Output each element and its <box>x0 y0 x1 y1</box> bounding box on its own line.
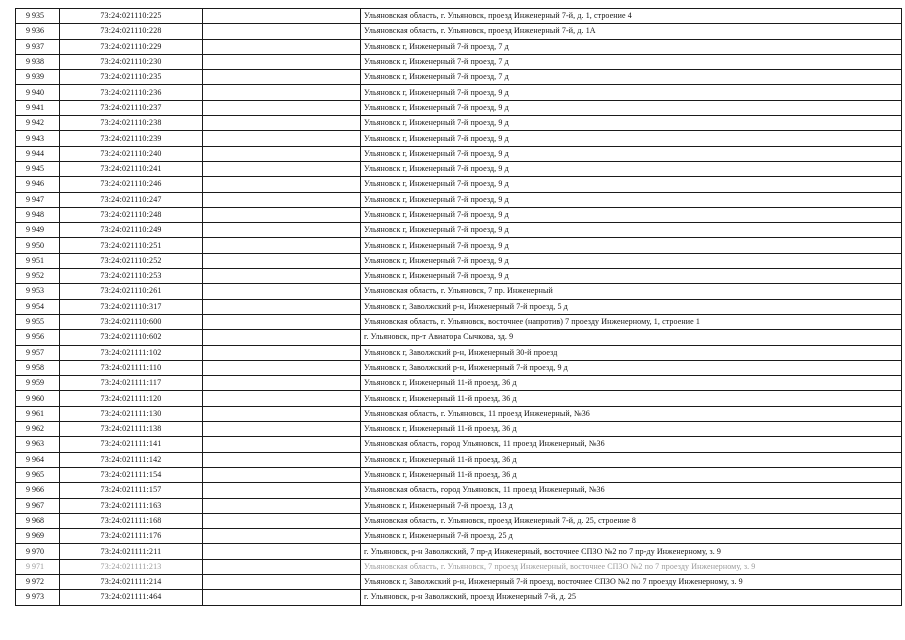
cadastral-number-cell: 73:24:021110:238 <box>60 116 203 131</box>
row-number-cell: 9 946 <box>16 177 60 192</box>
address-cell: г. Ульяновск, пр-т Авиатора Сычкова, зд. 9 <box>361 330 902 345</box>
address-cell: Ульяновск г, Инженерный 7-й проезд, 13 д <box>361 498 902 513</box>
blank-cell <box>203 269 361 284</box>
cadastral-number-cell: 73:24:021111:120 <box>60 391 203 406</box>
table-row <box>16 422 902 437</box>
address-cell: Ульяновская область, г. Ульяновск, 11 проезд Инженерный, №36 <box>361 406 902 421</box>
row-number-cell: 9 945 <box>16 161 60 176</box>
row-number-cell: 9 936 <box>16 24 60 39</box>
blank-cell <box>203 452 361 467</box>
table-row <box>16 207 902 222</box>
address-cell: Ульяновск г, Инженерный 7-й проезд, 9 д <box>361 100 902 115</box>
table-row <box>16 299 902 314</box>
cadastral-number-cell: 73:24:021110:230 <box>60 54 203 69</box>
address-cell: Ульяновск г, Инженерный 7-й проезд, 9 д <box>361 146 902 161</box>
row-number-cell: 9 971 <box>16 559 60 574</box>
cadastral-number-cell: 73:24:021110:240 <box>60 146 203 161</box>
cadastral-number-cell: 73:24:021110:249 <box>60 223 203 238</box>
table-row <box>16 360 902 375</box>
table-row <box>16 452 902 467</box>
table-row <box>16 238 902 253</box>
row-number-cell: 9 954 <box>16 299 60 314</box>
table-row <box>16 85 902 100</box>
address-cell: Ульяновская область, г. Ульяновск, восточнее (напротив) 7 проезду Инженерному, 1, строение 1 <box>361 314 902 329</box>
blank-cell <box>203 529 361 544</box>
cadastral-number-cell: 73:24:021110:235 <box>60 70 203 85</box>
cadastral-number-cell: 73:24:021111:168 <box>60 513 203 528</box>
row-number-cell: 9 959 <box>16 376 60 391</box>
blank-cell <box>203 177 361 192</box>
address-cell: Ульяновск г, Заволжский р-н, Инженерный 7-й проезд, восточнее СПЗО №2 по 7 проезду Инженерному, з. 9 <box>361 574 902 589</box>
row-number-cell: 9 949 <box>16 223 60 238</box>
blank-cell <box>203 345 361 360</box>
blank-cell <box>203 376 361 391</box>
address-cell: Ульяновск г, Инженерный 7-й проезд, 9 д <box>361 131 902 146</box>
row-number-cell: 9 939 <box>16 70 60 85</box>
cadastral-number-cell: 73:24:021110:602 <box>60 330 203 345</box>
row-number-cell: 9 955 <box>16 314 60 329</box>
cadastral-number-cell: 73:24:021111:176 <box>60 529 203 544</box>
address-cell: Ульяновск г, Инженерный 11-й проезд, 36 д <box>361 452 902 467</box>
row-number-cell: 9 962 <box>16 422 60 437</box>
cadastral-number-cell: 73:24:021110:253 <box>60 269 203 284</box>
table-row <box>16 223 902 238</box>
address-cell: Ульяновск г, Инженерный 11-й проезд, 36 д <box>361 467 902 482</box>
cadastral-number-cell: 73:24:021110:600 <box>60 314 203 329</box>
address-cell: Ульяновск г, Инженерный 7-й проезд, 9 д <box>361 223 902 238</box>
cadastral-number-cell: 73:24:021111:211 <box>60 544 203 559</box>
table-body <box>16 9 902 606</box>
table-row <box>16 100 902 115</box>
row-number-cell: 9 970 <box>16 544 60 559</box>
blank-cell <box>203 314 361 329</box>
address-cell: Ульяновск г, Инженерный 11-й проезд, 36 д <box>361 376 902 391</box>
blank-cell <box>203 146 361 161</box>
row-number-cell: 9 938 <box>16 54 60 69</box>
address-cell: Ульяновск г, Инженерный 7-й проезд, 9 д <box>361 269 902 284</box>
row-number-cell: 9 972 <box>16 574 60 589</box>
row-number-cell: 9 947 <box>16 192 60 207</box>
table-row <box>16 24 902 39</box>
blank-cell <box>203 207 361 222</box>
row-number-cell: 9 950 <box>16 238 60 253</box>
document-sheet <box>15 8 901 606</box>
row-number-cell: 9 961 <box>16 406 60 421</box>
table-row <box>16 330 902 345</box>
table-row <box>16 590 902 605</box>
table-row <box>16 116 902 131</box>
blank-cell <box>203 70 361 85</box>
address-cell: Ульяновск г, Инженерный 7-й проезд, 7 д <box>361 70 902 85</box>
row-number-cell: 9 960 <box>16 391 60 406</box>
blank-cell <box>203 330 361 345</box>
blank-cell <box>203 299 361 314</box>
address-cell: Ульяновская область, г. Ульяновск, проезд Инженерный 7-й, д. 25, строение 8 <box>361 513 902 528</box>
table-row <box>16 391 902 406</box>
blank-cell <box>203 483 361 498</box>
blank-cell <box>203 24 361 39</box>
row-number-cell: 9 935 <box>16 9 60 24</box>
cadastral-number-cell: 73:24:021111:154 <box>60 467 203 482</box>
table-row <box>16 9 902 24</box>
blank-cell <box>203 9 361 24</box>
table-row <box>16 544 902 559</box>
address-cell: Ульяновск г, Инженерный 11-й проезд, 36 д <box>361 391 902 406</box>
table-row <box>16 70 902 85</box>
blank-cell <box>203 39 361 54</box>
row-number-cell: 9 968 <box>16 513 60 528</box>
table-row <box>16 131 902 146</box>
row-number-cell: 9 943 <box>16 131 60 146</box>
cadastral-number-cell: 73:24:021110:317 <box>60 299 203 314</box>
cadastral-number-cell: 73:24:021110:251 <box>60 238 203 253</box>
table-row <box>16 39 902 54</box>
table-row <box>16 177 902 192</box>
address-cell: Ульяновская область, г. Ульяновск, 7 пр. Инженерный <box>361 284 902 299</box>
table-row <box>16 483 902 498</box>
row-number-cell: 9 940 <box>16 85 60 100</box>
table-row <box>16 513 902 528</box>
row-number-cell: 9 952 <box>16 269 60 284</box>
cadastral-number-cell: 73:24:021111:214 <box>60 574 203 589</box>
address-cell: Ульяновск г, Заволжский р-н, Инженерный 7-й проезд, 5 д <box>361 299 902 314</box>
blank-cell <box>203 284 361 299</box>
address-cell: Ульяновск г, Инженерный 7-й проезд, 7 д <box>361 54 902 69</box>
blank-cell <box>203 544 361 559</box>
address-cell: г. Ульяновск, р-н Заволжский, 7 пр-д Инженерный, восточнее СПЗО №2 по 7 пр-ду Инженерному, з. 9 <box>361 544 902 559</box>
address-cell: Ульяновск г, Инженерный 7-й проезд, 9 д <box>361 207 902 222</box>
address-cell: Ульяновск г, Инженерный 11-й проезд, 36 д <box>361 422 902 437</box>
cadastral-number-cell: 73:24:021111:464 <box>60 590 203 605</box>
table-row <box>16 376 902 391</box>
row-number-cell: 9 944 <box>16 146 60 161</box>
blank-cell <box>203 192 361 207</box>
table-row <box>16 192 902 207</box>
blank-cell <box>203 498 361 513</box>
cadastral-number-cell: 73:24:021110:225 <box>60 9 203 24</box>
cadastral-number-cell: 73:24:021110:237 <box>60 100 203 115</box>
cadastral-number-cell: 73:24:021110:239 <box>60 131 203 146</box>
address-cell: Ульяновск г, Инженерный 7-й проезд, 9 д <box>361 253 902 268</box>
cadastral-number-cell: 73:24:021111:213 <box>60 559 203 574</box>
blank-cell <box>203 223 361 238</box>
table-row <box>16 559 902 574</box>
cadastral-number-cell: 73:24:021110:261 <box>60 284 203 299</box>
cadastral-number-cell: 73:24:021111:130 <box>60 406 203 421</box>
address-cell: Ульяновск г, Инженерный 7-й проезд, 25 д <box>361 529 902 544</box>
cadastral-number-cell: 73:24:021111:163 <box>60 498 203 513</box>
cadastral-number-cell: 73:24:021110:241 <box>60 161 203 176</box>
table-row <box>16 269 902 284</box>
blank-cell <box>203 437 361 452</box>
cadastral-number-cell: 73:24:021111:110 <box>60 360 203 375</box>
row-number-cell: 9 942 <box>16 116 60 131</box>
table-row <box>16 406 902 421</box>
row-number-cell: 9 969 <box>16 529 60 544</box>
address-cell: г. Ульяновск, р-н Заволжский, проезд Инженерный 7-й, д. 25 <box>361 590 902 605</box>
blank-cell <box>203 467 361 482</box>
table-row <box>16 529 902 544</box>
blank-cell <box>203 85 361 100</box>
address-cell: Ульяновск г, Заволжский р-н, Инженерный 7-й проезд, 9 д <box>361 360 902 375</box>
cadastral-number-cell: 73:24:021111:102 <box>60 345 203 360</box>
address-cell: Ульяновская область, г. Ульяновск, проезд Инженерный 7-й, д. 1А <box>361 24 902 39</box>
blank-cell <box>203 100 361 115</box>
row-number-cell: 9 953 <box>16 284 60 299</box>
cadastral-number-cell: 73:24:021110:246 <box>60 177 203 192</box>
table-row <box>16 498 902 513</box>
row-number-cell: 9 951 <box>16 253 60 268</box>
row-number-cell: 9 957 <box>16 345 60 360</box>
row-number-cell: 9 966 <box>16 483 60 498</box>
cadastral-number-cell: 73:24:021111:117 <box>60 376 203 391</box>
cadastral-number-cell: 73:24:021110:229 <box>60 39 203 54</box>
address-cell: Ульяновск г, Инженерный 7-й проезд, 9 д <box>361 85 902 100</box>
table-row <box>16 284 902 299</box>
row-number-cell: 9 964 <box>16 452 60 467</box>
cadastral-number-cell: 73:24:021110:236 <box>60 85 203 100</box>
cadastral-number-cell: 73:24:021110:252 <box>60 253 203 268</box>
blank-cell <box>203 360 361 375</box>
table-row <box>16 574 902 589</box>
address-cell: Ульяновская область, город Ульяновск, 11 проезд Инженерный, №36 <box>361 437 902 452</box>
blank-cell <box>203 161 361 176</box>
blank-cell <box>203 253 361 268</box>
cadastral-number-cell: 73:24:021111:141 <box>60 437 203 452</box>
row-number-cell: 9 973 <box>16 590 60 605</box>
address-cell: Ульяновская область, г. Ульяновск, проезд Инженерный 7-й, д. 1, строение 4 <box>361 9 902 24</box>
blank-cell <box>203 406 361 421</box>
address-cell: Ульяновск г, Инженерный 7-й проезд, 9 д <box>361 116 902 131</box>
blank-cell <box>203 574 361 589</box>
row-number-cell: 9 967 <box>16 498 60 513</box>
table-row <box>16 314 902 329</box>
blank-cell <box>203 131 361 146</box>
address-cell: Ульяновск г, Инженерный 7-й проезд, 9 д <box>361 192 902 207</box>
cadastral-table <box>15 8 902 606</box>
cadastral-number-cell: 73:24:021110:247 <box>60 192 203 207</box>
blank-cell <box>203 513 361 528</box>
table-row <box>16 161 902 176</box>
table-row <box>16 54 902 69</box>
cadastral-number-cell: 73:24:021111:138 <box>60 422 203 437</box>
row-number-cell: 9 948 <box>16 207 60 222</box>
blank-cell <box>203 54 361 69</box>
blank-cell <box>203 590 361 605</box>
row-number-cell: 9 963 <box>16 437 60 452</box>
blank-cell <box>203 116 361 131</box>
table-row <box>16 345 902 360</box>
row-number-cell: 9 965 <box>16 467 60 482</box>
address-cell: Ульяновск г, Инженерный 7-й проезд, 9 д <box>361 177 902 192</box>
address-cell: Ульяновск г, Инженерный 7-й проезд, 7 д <box>361 39 902 54</box>
address-cell: Ульяновск г, Инженерный 7-й проезд, 9 д <box>361 161 902 176</box>
row-number-cell: 9 941 <box>16 100 60 115</box>
table-row <box>16 253 902 268</box>
cadastral-number-cell: 73:24:021111:142 <box>60 452 203 467</box>
table-row <box>16 467 902 482</box>
cadastral-number-cell: 73:24:021110:228 <box>60 24 203 39</box>
blank-cell <box>203 422 361 437</box>
blank-cell <box>203 559 361 574</box>
row-number-cell: 9 937 <box>16 39 60 54</box>
address-cell: Ульяновск г, Инженерный 7-й проезд, 9 д <box>361 238 902 253</box>
row-number-cell: 9 956 <box>16 330 60 345</box>
address-cell: Ульяновск г, Заволжский р-н, Инженерный 30-й проезд <box>361 345 902 360</box>
address-cell: Ульяновская область, город Ульяновск, 11 проезд Инженерный, №36 <box>361 483 902 498</box>
cadastral-number-cell: 73:24:021110:248 <box>60 207 203 222</box>
blank-cell <box>203 391 361 406</box>
cadastral-number-cell: 73:24:021111:157 <box>60 483 203 498</box>
blank-cell <box>203 238 361 253</box>
address-cell: Ульяновская область, г. Ульяновск, 7 проезд Инженерный, восточнее СПЗО №2 по 7 проезду Инженерному, з. 9 <box>361 559 902 574</box>
row-number-cell: 9 958 <box>16 360 60 375</box>
table-row <box>16 146 902 161</box>
table-row <box>16 437 902 452</box>
